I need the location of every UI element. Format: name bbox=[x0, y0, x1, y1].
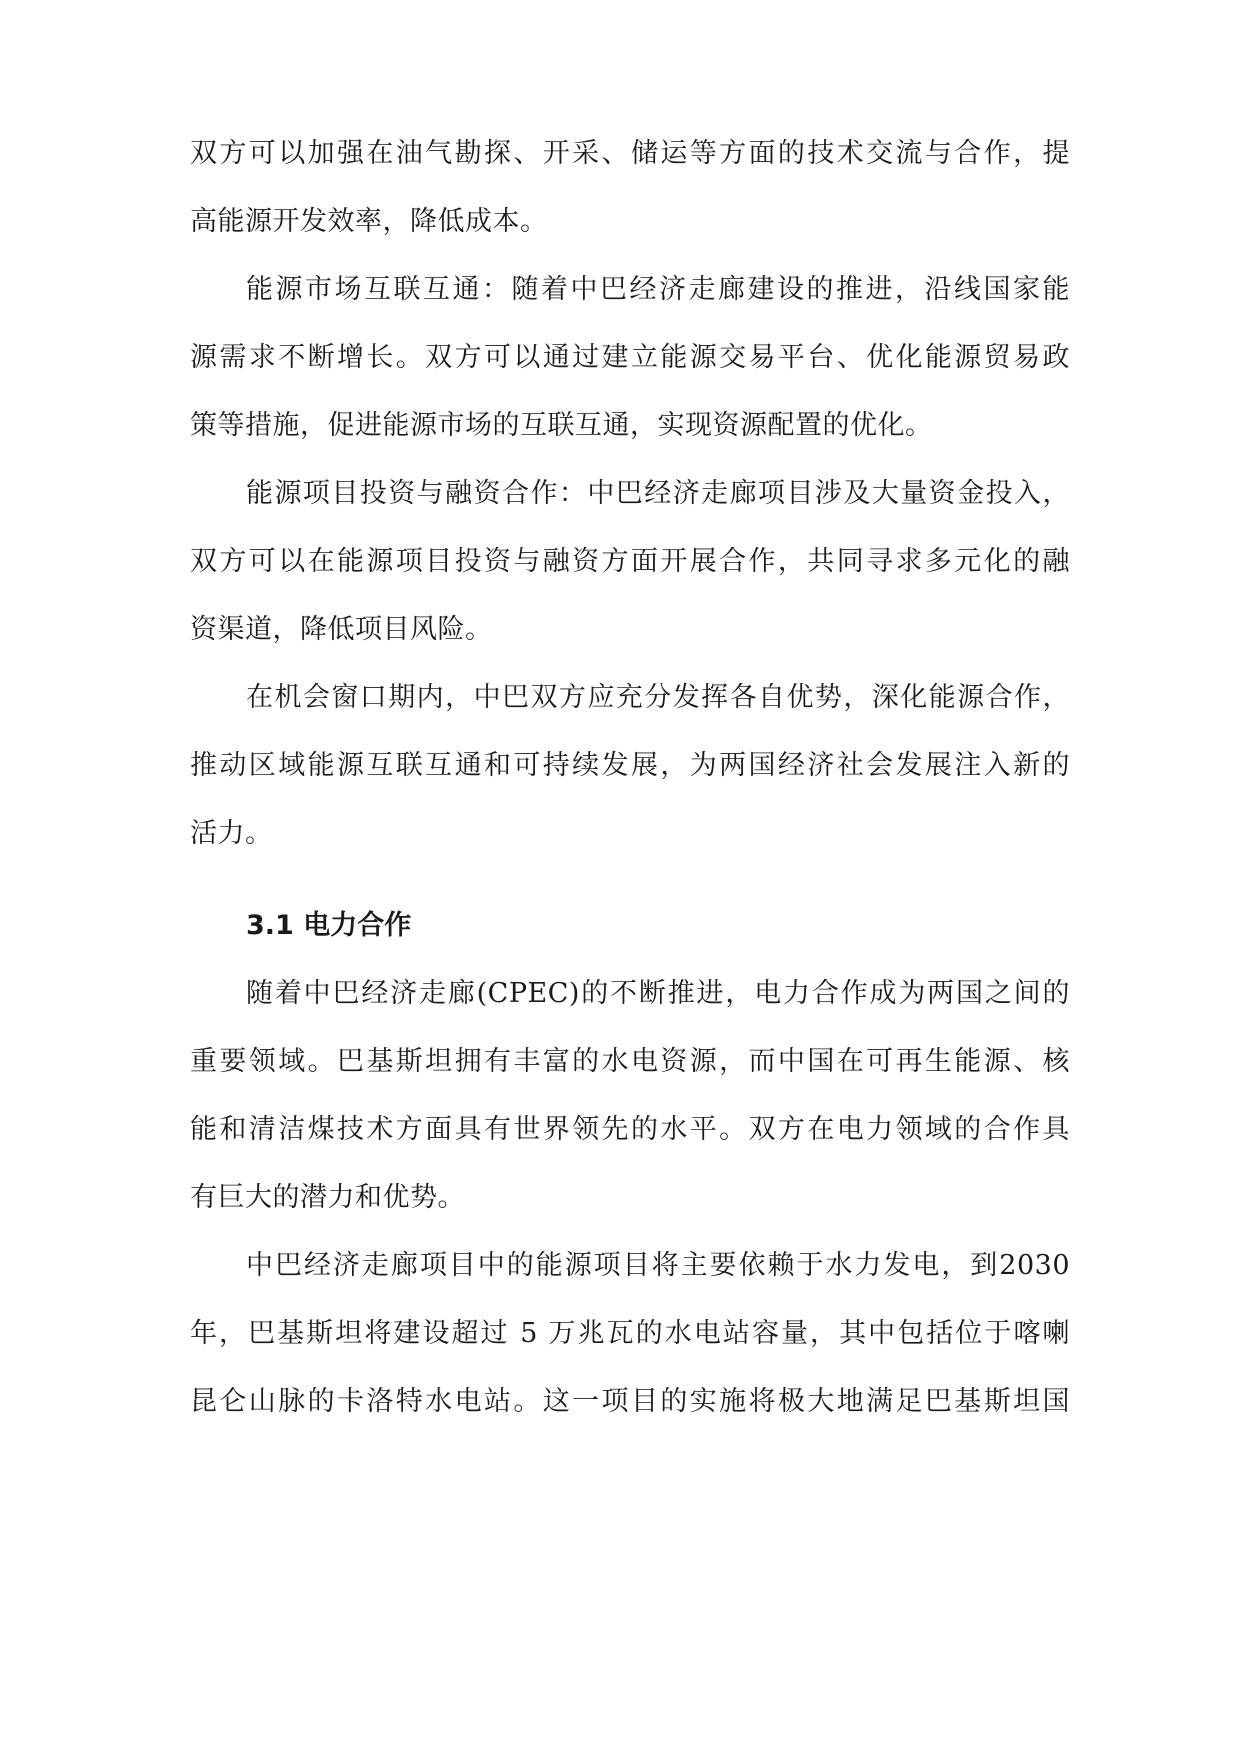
paragraph-line: 中巴经济走廊项目中的能源项目将主要依赖于水力发电，到2030 bbox=[246, 1250, 1070, 1281]
paragraph-line: 年，巴基斯坦将建设超过 5 万兆瓦的水电站容量，其中包括位于喀喇 bbox=[190, 1318, 1070, 1349]
paragraph-line: 重要领域。巴基斯坦拥有丰富的水电资源，而中国在可再生能源、核 bbox=[190, 1046, 1070, 1077]
paragraph-line: 能和清洁煤技术方面具有世界领先的水平。双方在电力领域的合作具 bbox=[190, 1114, 1070, 1145]
paragraph-line: 高能源开发效率，降低成本。 bbox=[190, 206, 548, 237]
paragraph-line: 资渠道，降低项目风险。 bbox=[190, 614, 493, 645]
paragraph-line: 有巨大的潜力和优势。 bbox=[190, 1182, 465, 1213]
paragraph-line: 源需求不断增长。双方可以通过建立能源交易平台、优化能源贸易政 bbox=[190, 342, 1070, 373]
paragraph-line: 随着中巴经济走廊(CPEC)的不断推进，电力合作成为两国之间的 bbox=[246, 978, 1070, 1009]
paragraph-line: 在机会窗口期内，中巴双方应充分发挥各自优势，深化能源合作， bbox=[246, 682, 1070, 713]
paragraph-line: 推动区域能源互联互通和可持续发展，为两国经济社会发展注入新的 bbox=[190, 750, 1070, 781]
paragraph-line: 双方可以在能源项目投资与融资方面开展合作，共同寻求多元化的融 bbox=[190, 546, 1070, 577]
paragraph-line: 能源市场互联互通：随着中巴经济走廊建设的推进，沿线国家能 bbox=[246, 274, 1070, 305]
paragraph-line: 昆仑山脉的卡洛特水电站。这一项目的实施将极大地满足巴基斯坦国 bbox=[190, 1386, 1070, 1417]
paragraph-line: 策等措施，促进能源市场的互联互通，实现资源配置的优化。 bbox=[190, 410, 933, 441]
paragraph-line: 活力。 bbox=[190, 818, 273, 849]
section-heading: 3.1 电力合作 bbox=[246, 910, 412, 941]
paragraph-line: 双方可以加强在油气勘探、开采、储运等方面的技术交流与合作，提 bbox=[190, 138, 1070, 169]
paragraph-line: 能源项目投资与融资合作：中巴经济走廊项目涉及大量资金投入， bbox=[246, 478, 1070, 509]
